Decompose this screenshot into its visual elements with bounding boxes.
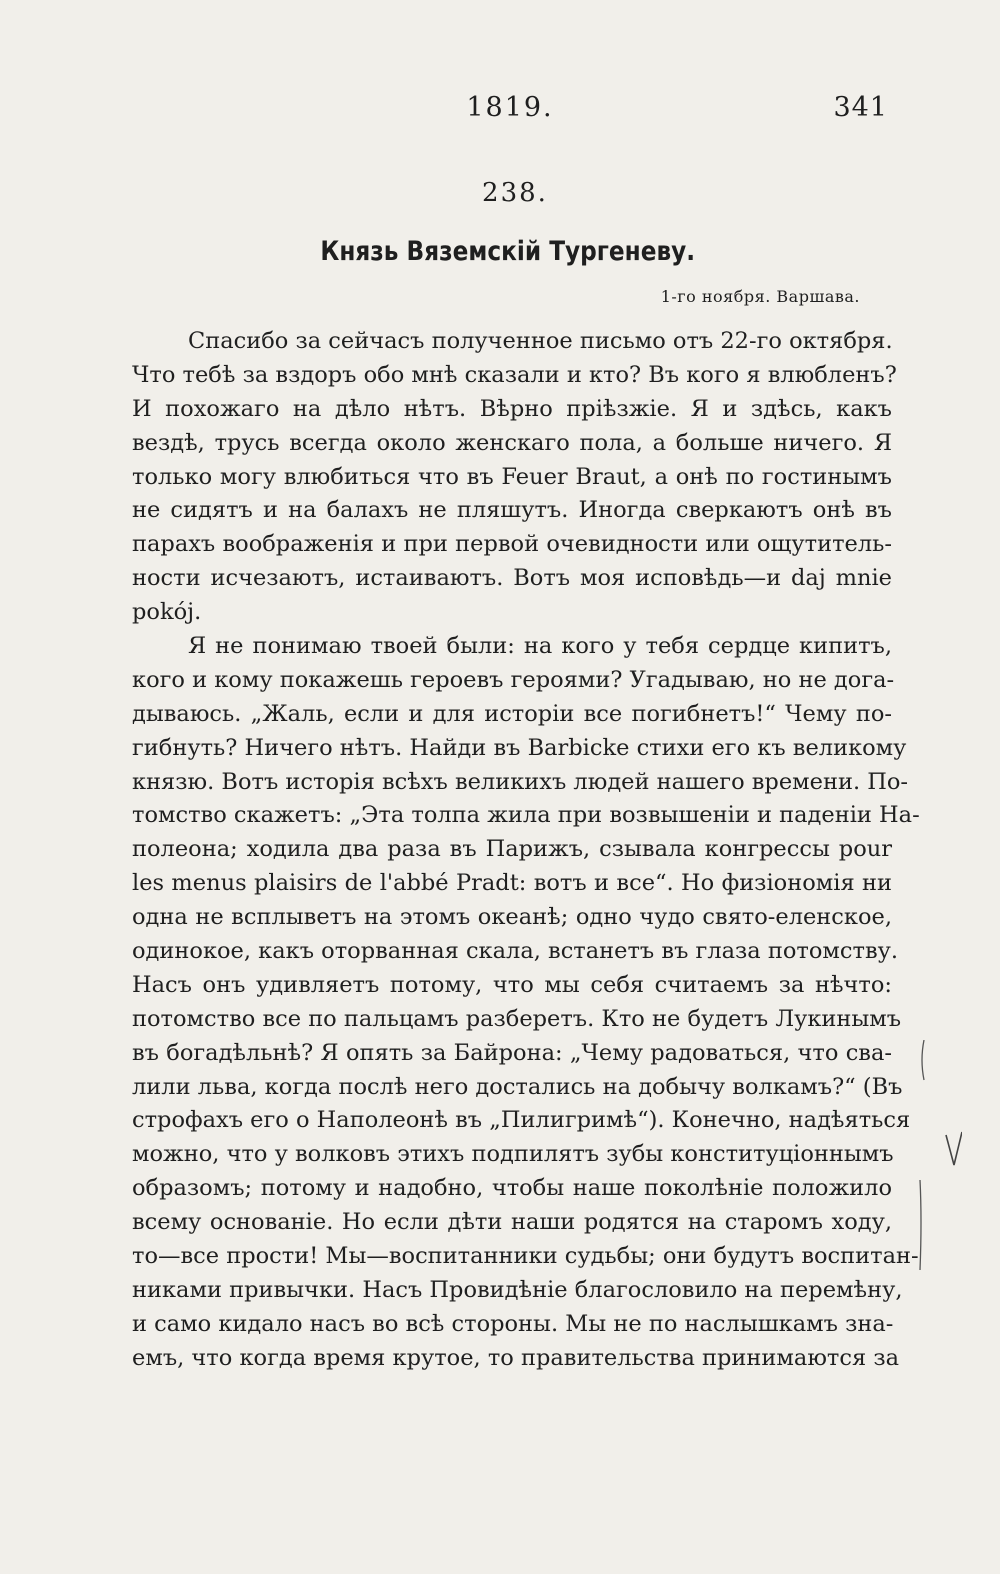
body-line: потомство все по пальцамъ разберетъ. Кто не будетъ Лукинымъ [132,1005,902,1032]
body-line: pokój. [132,599,202,626]
body-line: дываюсь. „Жаль, если и для исторіи все погибнетъ!“ Чему по- [132,700,892,727]
body-line: Я не понимаю твоей были: на кого у тебя сердце кипитъ, [188,633,892,660]
body-line: томство скажетъ: „Эта толпа жила при возвышеніи и паденіи На- [132,802,920,829]
body-line: всему основаніе. Но если дѣти наши родятся на старомъ ходу, [132,1209,892,1236]
body-line: образомъ; потому и надобно, чтобы наше поколѣніе положило [132,1175,892,1202]
letter-title: Князь Вяземскій Тургеневу. [320,236,696,267]
body-line: лили льва, когда послѣ него достались на добычу волкамъ?“ (Въ [132,1073,903,1100]
letter-body [132,325,920,1376]
body-line: только могу влюбиться что въ Feuer Braut, а онѣ по гостинымъ [132,463,892,490]
body-line: кого и кому покажешь героевъ героями? Угадываю, но не дога- [132,666,895,693]
body-line: гибнуть? Ничего нѣтъ. Найди въ Barbicke стихи его къ великому [132,734,907,761]
body-line: Что тебѣ за вздоръ обо мнѣ сказали и кто? Въ кого я влюбленъ? [132,361,897,388]
body-line: полеона; ходила два раза въ Парижъ, сзывала конгрессы pour [132,836,892,863]
body-line: И похожаго на дѣло нѣтъ. Вѣрно пріѣзжіе. Я и здѣсь, какъ [132,395,892,422]
body-line: и само кидало насъ во всѣ стороны. Мы не по наслышкамъ зна- [132,1310,894,1337]
body-line: никами привычки. Насъ Провидѣніе благословило на перемѣну, [132,1276,903,1303]
body-line: Спасибо за сейчасъ полученное письмо отъ 22-го октября. [188,328,893,354]
letter-number: 238. [482,178,548,208]
body-line: въ богадѣльнѣ? Я опять за Байрона: „Чему радоваться, что сва- [132,1039,892,1066]
pencil-margin-mark [918,1040,962,1270]
running-header-year: 1819. [466,92,554,123]
body-line: одинокое, какъ оторванная скала, встанетъ въ глаза потомству. [132,938,899,965]
body-line: не сидятъ и на балахъ не пляшутъ. Иногда сверкаютъ онѣ въ [132,497,892,524]
body-line: то—все прости! Мы—воспитанники судьбы; они будутъ воспитан- [132,1243,919,1270]
body-line: одна не всплыветъ на этомъ океанѣ; одно чудо свято-еленское, [132,904,892,931]
page-number: 341 [833,92,888,123]
body-line: ности исчезаютъ, истаиваютъ. Вотъ моя исповѣдь—и daj mnie [132,565,892,592]
body-line: вездѣ, трусь всегда около женскаго пола, а больше ничего. Я [132,429,892,456]
body-line: les menus plaisirs de l'abbé Pradt: вотъ и все“. Но физіономія ни [132,870,892,897]
body-line: можно, что у волковъ этихъ подпилятъ зубы конституціоннымъ [132,1141,894,1168]
body-line: князю. Вотъ исторія всѣхъ великихъ людей нашего времени. По- [132,768,909,795]
letter-dateline: 1-го ноября. Варшава. [660,287,860,306]
body-line: емъ, что когда время крутое, то правительства принимаются за [132,1344,900,1371]
body-line: строфахъ его о Наполеонѣ въ „Пилигримѣ“). Конечно, надѣяться [132,1107,911,1134]
body-line: парахъ воображенія и при первой очевидности или ощутитель- [132,531,892,558]
body-line: Насъ онъ удивляетъ потому, что мы себя считаемъ за нѣчто: [132,971,892,998]
